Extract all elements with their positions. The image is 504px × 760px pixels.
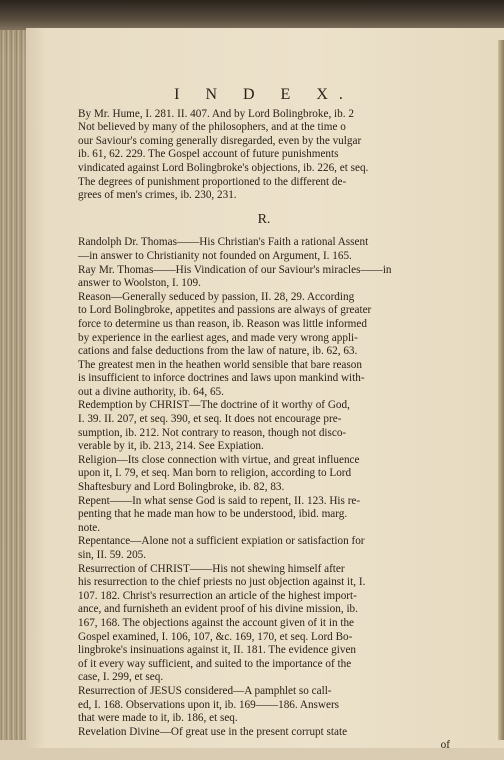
entry-line: to Lord Bolingbroke, appetites and passions are always of greater [78,304,372,317]
entry-line: force to determine us than reason, ib. Reason was little informed [78,317,367,330]
entry-line: —in answer to Christianity not founded on Argument, I. 165. [78,249,352,262]
intro-line: our Saviour's coming generally disregarded, even by the vulgar [78,134,362,147]
entry-line: 167, 168. The objections against the account given of it in the [78,616,354,629]
entry-line: sin, II. 59. 205. [78,549,147,561]
entry-line: Repentance—Alone not a sufficient expiation or satisfaction for [78,535,365,548]
entry-line: upon it, I. 79, et seq. Man born to religion, according to Lord [78,467,352,480]
index-entries [78,236,450,753]
entry-line: Religion—Its close connection with virtue, and great influence [78,453,360,466]
entry-ray [78,264,450,291]
entry-reason [78,291,450,400]
intro-block [78,108,450,203]
entry-line: Shaftesbury and Lord Bolingbroke, ib. 82, 83. [78,481,285,494]
entry-line: Resurrection of JESUS considered—A pamphlet so call- [78,684,332,697]
entry-line: ed, I. 168. Observations upon it, ib. 169——186. Answers [78,698,340,711]
entry-line: answer to Woolston, I. 109. [78,277,201,290]
entry-line: of [440,739,450,752]
index-page [78,88,450,753]
entry-repentance [78,535,450,562]
intro-line: The degrees of punishment proportioned to the different de- [78,175,347,188]
intro-line: Not believed by many of the philosophers, and at the time o [78,121,346,134]
entry-line: case, I. 299, et seq. [78,671,164,684]
entry-line: The greatest men in the heathen world sensible that bare reason [78,358,362,371]
entry-line: lingbroke's insinuations against it, II. 181. The evidence given [78,644,357,657]
entry-line: ance, and furnisheth an evident proof of his divine mission, ib. [78,603,358,616]
entry-resurrection [78,563,450,685]
entry-line: of it every way sufficient, and suited to the importance of the [78,657,352,670]
entry-line: out a divine authority, ib. 64, 65. [78,385,224,398]
page-header: I N D E X. [174,86,354,103]
intro-line: ib. 61, 62. 229. The Gospel account of future punishments [78,148,339,161]
section-letter-r: R. [257,211,271,227]
entry-line: sumption, ib. 212. Not contrary to reason, though not disco- [78,426,347,439]
entry-redemption [78,399,450,453]
entry-revelation [78,726,450,753]
entry-line: cations and false deductions from the law of nature, ib. 62, 63. [78,345,358,358]
entry-line: Redemption by CHRIST—The doctrine of it worthy of God, [78,399,350,412]
entry-line: his resurrection to the chief priests no just objection against it, I. [78,576,366,589]
book-spine-edge [0,30,26,740]
entry-line: that were made to it, ib. 186, et seq. [78,712,238,725]
page-right-edge [498,40,504,740]
entry-line: Resurrection of CHRIST——His not shewing himself after [78,562,345,575]
intro-line: vindicated against Lord Bolingbroke's objections, ib. 226, et seq. [78,161,369,174]
entry-repent [78,495,450,536]
entry-line: is insufficient to inforce doctrines and laws upon mankind with- [78,372,365,385]
entry-line: verable by it, ib. 213, 214. See Expiation. [78,440,264,453]
entry-line: Ray Mr. Thomas——His Vindication of our Saviour's miracles——in [78,263,392,276]
entry-line: Reason—Generally seduced by passion, II. 28, 29. According [78,290,355,303]
entry-line: Randolph Dr. Thomas——His Christian's Faith a rational Assent [78,236,369,249]
entry-line: Gospel examined, I. 106, 107, &c. 169, 170, et seq. Lord Bo- [78,630,353,643]
entry-randolph [78,236,450,263]
entry-line: penting that he made man how to be understood, ibid. marg. [78,508,348,521]
entry-line: by experience in the earliest ages, and made very wrong appli- [78,331,358,344]
entry-religion [78,454,450,495]
intro-line: By Mr. Hume, I. 281. II. 407. And by Lord Bolingbroke, ib. 2 [78,107,354,120]
entry-line: Repent——In what sense God is said to repent, II. 123. His re- [78,494,361,507]
entry-line: I. 39. II. 207, et seq. 390, et seq. It does not encourage pre- [78,413,342,426]
intro-line: grees of men's crimes, ib. 230, 231. [78,189,237,202]
entry-line: 107. 182. Christ's resurrection an article of the highest import- [78,589,357,602]
entry-line: Revelation Divine—Of great use in the present corrupt state [78,725,348,738]
entry-resurrection-jesus [78,685,450,726]
entry-line: note. [78,521,101,534]
